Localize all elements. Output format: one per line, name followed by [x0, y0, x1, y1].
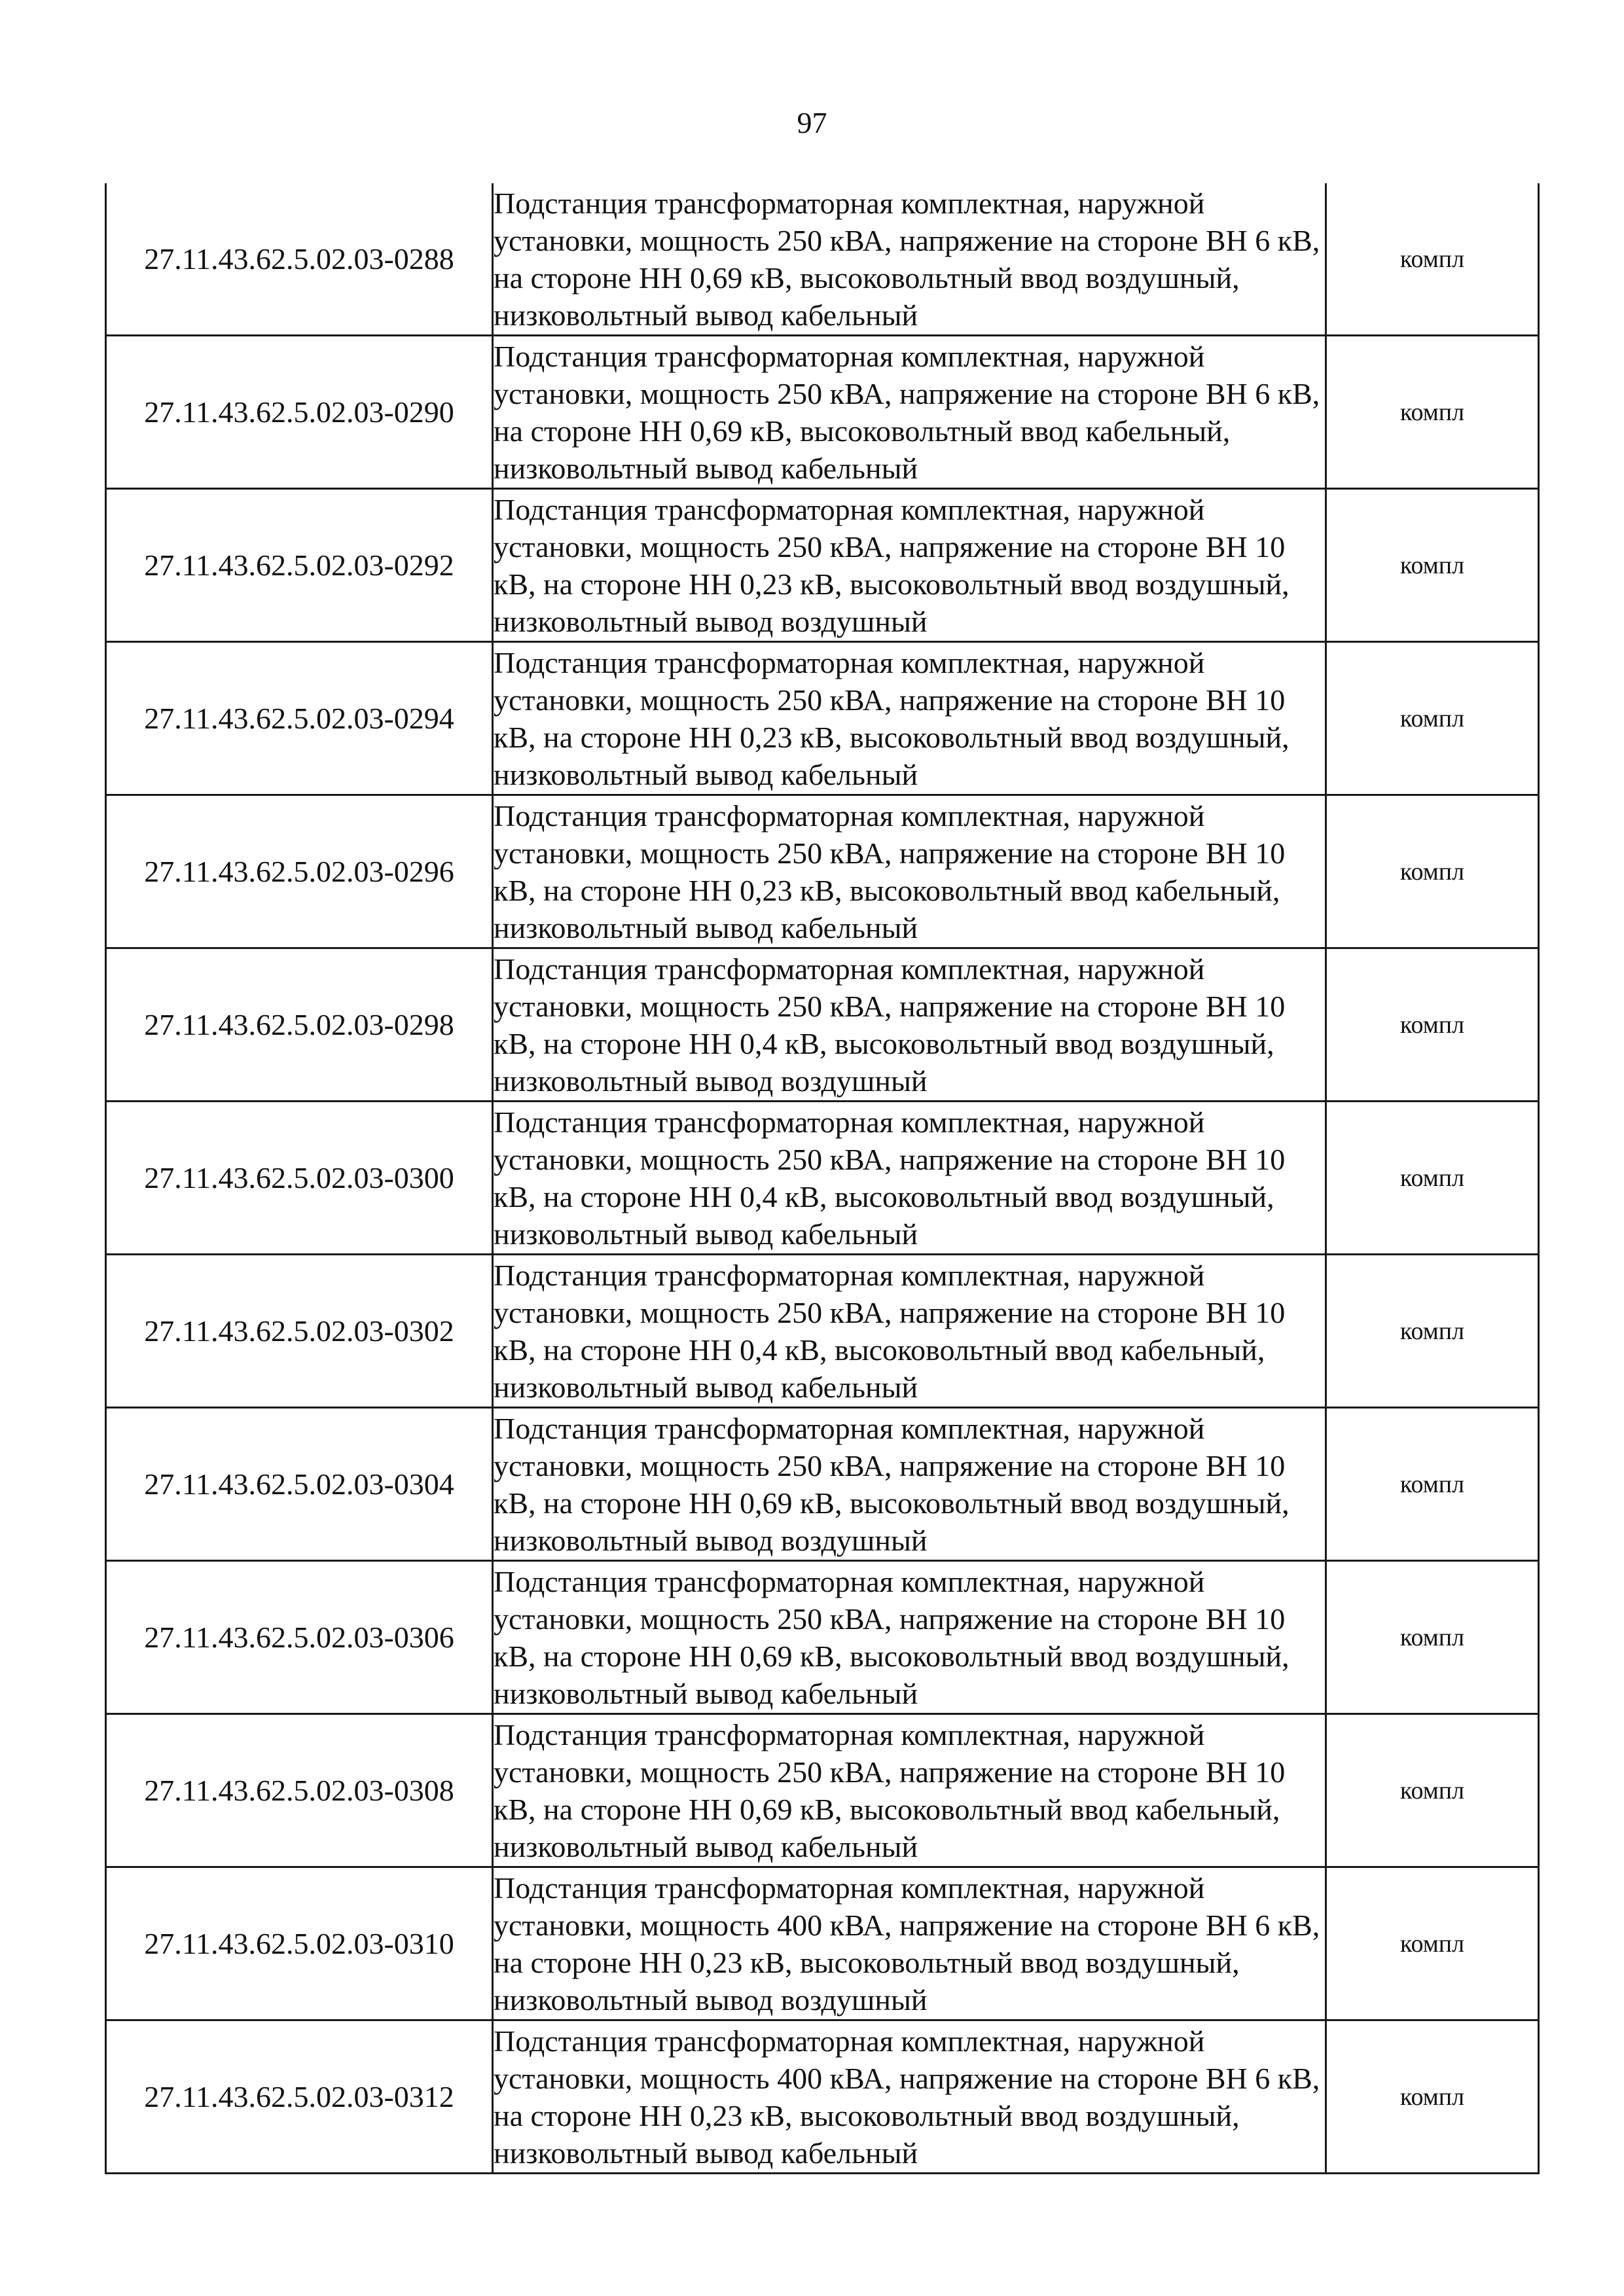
- table-body: [106, 183, 1539, 2174]
- unit-cell: компл: [1326, 642, 1539, 795]
- unit-cell: компл: [1326, 948, 1539, 1102]
- unit-cell: компл: [1326, 795, 1539, 948]
- resource-code-cell: 27.11.43.62.5.02.03-0308: [106, 1714, 493, 1867]
- resource-catalog-table: [105, 183, 1540, 2174]
- table-row: [106, 795, 1539, 948]
- table-row: [106, 2020, 1539, 2174]
- resource-code-cell: 27.11.43.62.5.02.03-0298: [106, 948, 493, 1102]
- resource-code-cell: 27.11.43.62.5.02.03-0292: [106, 489, 493, 642]
- resource-description-cell: Подстанция трансформаторная комплектная, наружной установки, мощность 250 кВА, напряжение на стороне ВН 10 кВ, на стороне НН 0,4 кВ, высоковольтный ввод воздушный, низковольтный вывод кабельный: [493, 1102, 1326, 1255]
- table-row: [106, 489, 1539, 642]
- table-row: [106, 1408, 1539, 1561]
- resource-code-cell: 27.11.43.62.5.02.03-0306: [106, 1561, 493, 1714]
- page-number: 97: [797, 106, 827, 139]
- table-row: [106, 1714, 1539, 1867]
- unit-cell: компл: [1326, 1714, 1539, 1867]
- resource-code-cell: 27.11.43.62.5.02.03-0288: [106, 183, 493, 336]
- unit-cell: компл: [1326, 183, 1539, 336]
- resource-code-cell: 27.11.43.62.5.02.03-0300: [106, 1102, 493, 1255]
- resource-description-cell: Подстанция трансформаторная комплектная, наружной установки, мощность 250 кВА, напряжение на стороне ВН 10 кВ, на стороне НН 0,69 кВ, высоковольтный ввод кабельный, низковольтный вывод кабельный: [493, 1714, 1326, 1867]
- unit-cell: компл: [1326, 1561, 1539, 1714]
- resource-description-cell: Подстанция трансформаторная комплектная, наружной установки, мощность 250 кВА, напряжение на стороне ВН 10 кВ, на стороне НН 0,23 кВ, высоковольтный ввод воздушный, низковольтный вывод кабельный: [493, 642, 1326, 795]
- resource-code-cell: 27.11.43.62.5.02.03-0296: [106, 795, 493, 948]
- unit-cell: компл: [1326, 1408, 1539, 1561]
- unit-cell: компл: [1326, 1255, 1539, 1408]
- resource-description-cell: Подстанция трансформаторная комплектная, наружной установки, мощность 250 кВА, напряжение на стороне ВН 6 кВ, на стороне НН 0,69 кВ, высоковольтный ввод воздушный, низковольтный вывод кабельный: [493, 183, 1326, 336]
- resource-description-cell: Подстанция трансформаторная комплектная, наружной установки, мощность 250 кВА, напряжение на стороне ВН 10 кВ, на стороне НН 0,4 кВ, высоковольтный ввод кабельный, низковольтный вывод кабельный: [493, 1255, 1326, 1408]
- resource-description-cell: Подстанция трансформаторная комплектная, наружной установки, мощность 400 кВА, напряжение на стороне ВН 6 кВ, на стороне НН 0,23 кВ, высоковольтный ввод воздушный, низковольтный вывод воздушный: [493, 1867, 1326, 2020]
- table-row: [106, 948, 1539, 1102]
- resource-description-cell: Подстанция трансформаторная комплектная, наружной установки, мощность 250 кВА, напряжение на стороне ВН 6 кВ, на стороне НН 0,69 кВ, высоковольтный ввод кабельный, низковольтный вывод кабельный: [493, 336, 1326, 489]
- table-row: [106, 1102, 1539, 1255]
- resource-description-cell: Подстанция трансформаторная комплектная, наружной установки, мощность 250 кВА, напряжение на стороне ВН 10 кВ, на стороне НН 0,23 кВ, высоковольтный ввод воздушный, низковольтный вывод воздушный: [493, 489, 1326, 642]
- table-row: [106, 336, 1539, 489]
- resource-description-cell: Подстанция трансформаторная комплектная, наружной установки, мощность 250 кВА, напряжение на стороне ВН 10 кВ, на стороне НН 0,69 кВ, высоковольтный ввод воздушный, низковольтный вывод кабельный: [493, 1561, 1326, 1714]
- resource-description-cell: Подстанция трансформаторная комплектная, наружной установки, мощность 250 кВА, напряжение на стороне ВН 10 кВ, на стороне НН 0,23 кВ, высоковольтный ввод кабельный, низковольтный вывод кабельный: [493, 795, 1326, 948]
- resource-code-cell: 27.11.43.62.5.02.03-0310: [106, 1867, 493, 2020]
- resource-code-cell: 27.11.43.62.5.02.03-0290: [106, 336, 493, 489]
- unit-cell: компл: [1326, 489, 1539, 642]
- resource-description-cell: Подстанция трансформаторная комплектная, наружной установки, мощность 250 кВА, напряжение на стороне ВН 10 кВ, на стороне НН 0,69 кВ, высоковольтный ввод воздушный, низковольтный вывод воздушный: [493, 1408, 1326, 1561]
- table-row: [106, 1561, 1539, 1714]
- resource-code-cell: 27.11.43.62.5.02.03-0304: [106, 1408, 493, 1561]
- resource-description-cell: Подстанция трансформаторная комплектная, наружной установки, мощность 250 кВА, напряжение на стороне ВН 10 кВ, на стороне НН 0,4 кВ, высоковольтный ввод воздушный, низковольтный вывод воздушный: [493, 948, 1326, 1102]
- resource-code-cell: 27.11.43.62.5.02.03-0294: [106, 642, 493, 795]
- resource-code-cell: 27.11.43.62.5.02.03-0302: [106, 1255, 493, 1408]
- unit-cell: компл: [1326, 2020, 1539, 2174]
- unit-cell: компл: [1326, 336, 1539, 489]
- unit-cell: компл: [1326, 1867, 1539, 2020]
- resource-description-cell: Подстанция трансформаторная комплектная, наружной установки, мощность 400 кВА, напряжение на стороне ВН 6 кВ, на стороне НН 0,23 кВ, высоковольтный ввод воздушный, низковольтный вывод кабельный: [493, 2020, 1326, 2174]
- table-row: [106, 183, 1539, 336]
- table-row: [106, 1255, 1539, 1408]
- table-row: [106, 642, 1539, 795]
- table-row: [106, 1867, 1539, 2020]
- unit-cell: компл: [1326, 1102, 1539, 1255]
- resource-code-cell: 27.11.43.62.5.02.03-0312: [106, 2020, 493, 2174]
